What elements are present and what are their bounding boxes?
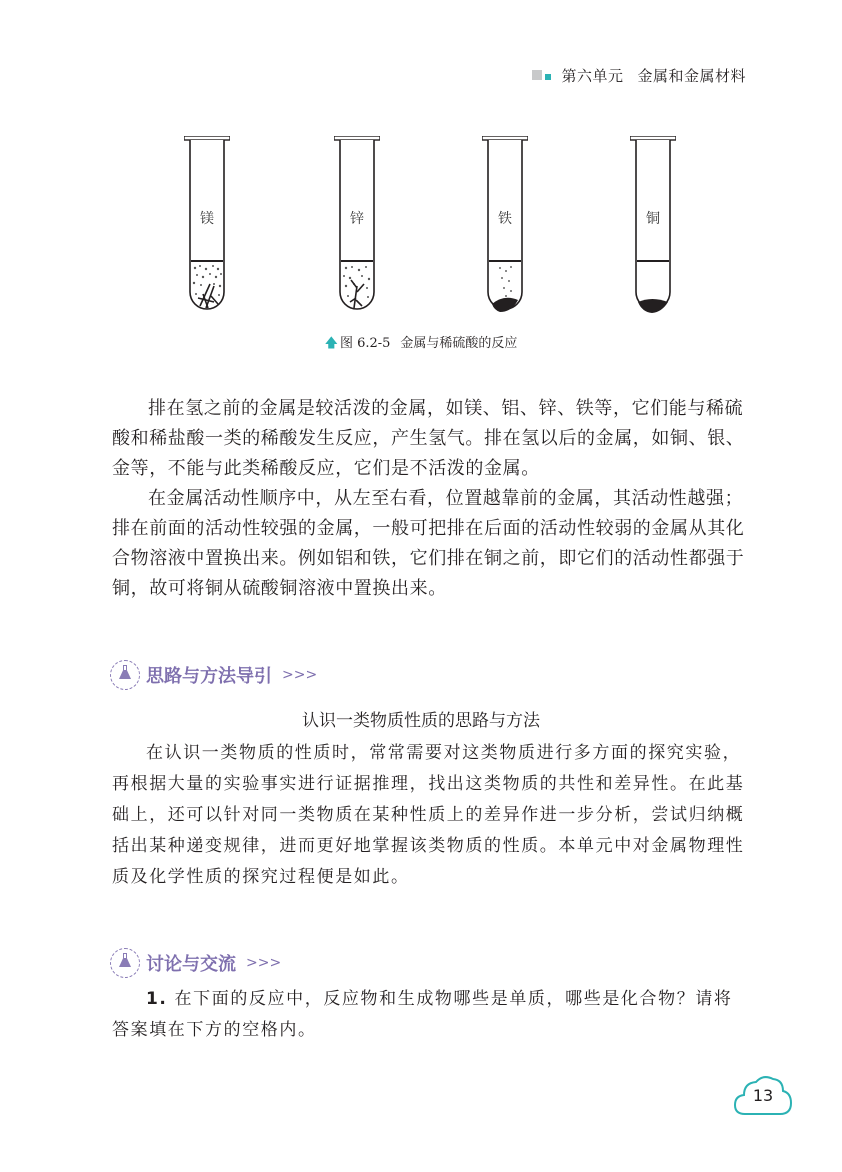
caption-number: 图 6.2-5 <box>339 336 391 351</box>
figure-caption <box>0 332 842 356</box>
test-tube-zinc <box>334 136 380 322</box>
flask-icon <box>110 660 140 690</box>
question-number: 1. <box>146 989 168 1009</box>
caption-text: 金属与稀硫酸的反应 <box>400 336 518 351</box>
tube-label: 铁 <box>498 211 512 227</box>
body-paragraphs <box>112 394 748 604</box>
test-tube-figure <box>184 136 674 326</box>
caption-arrow-icon: 🡅 <box>324 336 338 351</box>
header-unit: 第六单元 <box>561 66 624 85</box>
section-title: 讨论与交流 <box>146 954 236 975</box>
tube-label: 镁 <box>200 211 214 227</box>
paragraph: 在金属活动性顺序中，从左至右看，位置越靠前的金属，其活动性越强；排在前面的活动性较强的金属，一般可把排在后面的活动性较弱的金属从其化合物溶液中置换出来。例如铝和铁，它们排在铜之前，即它们的活动性都强于铜，故可将铜从硫酸铜溶液中置换出来。 <box>112 488 745 599</box>
tube-label: 锌 <box>350 211 364 227</box>
section-heading-methods <box>110 660 317 690</box>
paragraph: 排在氢之前的金属是较活泼的金属，如镁、铝、锌、铁等，它们能与稀硫酸和稀盐酸一类的稀酸发生反应，产生氢气。排在氢以后的金属，如铜、银、金等，不能与此类稀酸反应，它们是不活泼的金属。 <box>112 398 745 479</box>
section-subtitle: 认识一类物质性质的思路与方法 <box>302 711 540 731</box>
page-number: 13 <box>752 1086 774 1105</box>
test-tube-magnesium <box>184 136 230 322</box>
section-title: 思路与方法导引 <box>146 666 272 687</box>
test-tube-iron <box>482 136 528 322</box>
section-heading-discussion <box>110 948 281 978</box>
running-header <box>532 62 746 88</box>
test-tube-copper <box>630 136 676 322</box>
methods-paragraph-block <box>112 738 748 893</box>
discussion-question <box>112 984 748 1046</box>
header-square-icon <box>532 70 551 80</box>
paragraph: 在认识一类物质的性质时，常常需要对这类物质进行多方面的探究实验，再根据大量的实验事实进行证据推理，找出这类物质的共性和差异性。在此基础上，还可以针对同一类物质在某种性质上的差异作进一步分析，尝试归纳概括出某种递变规律，进而更好地掌握该类物质的性质。本单元中对金属物理性质及化学性质的探究过程便是如此。 <box>112 743 745 887</box>
tube-label: 铜 <box>646 211 660 227</box>
flask-icon <box>110 948 140 978</box>
page-number-badge <box>733 1072 793 1118</box>
section-arrows: >>> <box>246 955 282 971</box>
section-arrows: >>> <box>282 667 318 683</box>
header-title: 金属和金属材料 <box>637 66 746 85</box>
question-text: 在下面的反应中，反应物和生成物哪些是单质，哪些是化合物？请将答案填在下方的空格内。 <box>112 989 733 1040</box>
